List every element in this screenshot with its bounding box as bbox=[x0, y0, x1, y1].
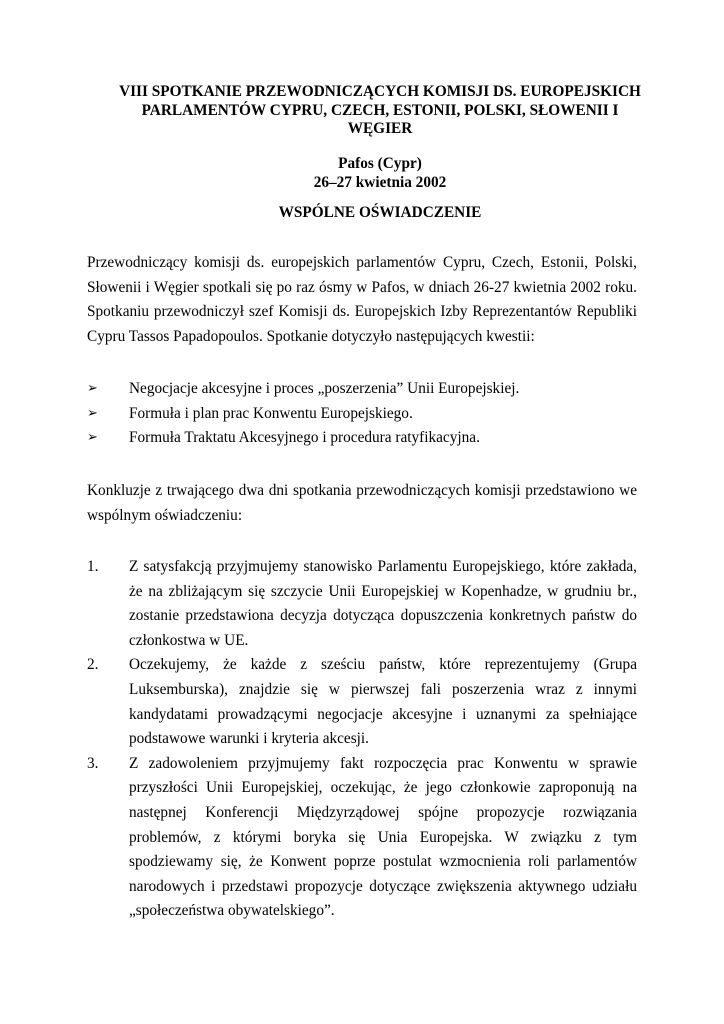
statement-text: Z zadowoleniem przyjmujemy fakt rozpoczęcia prac Konwentu w sprawie przyszłości Unii Europejskiej, oczekując, że jego członkowie zaproponują na następnej Konferencji Międzyrządowej spójne propozycje rozwiązania problemów, z którymi boryka się Unia Europejska. W związku z tym spodziewamy się, że Konwent poprze postulat wzmocnienia roli parlamentów narodowych i przedstawi propozycje dotyczące zwiększenia aktywnego udziału „społeczeństwa obywatelskiego”. bbox=[129, 754, 637, 920]
arrow-bullet-icon: ➢ bbox=[87, 430, 98, 446]
arrow-bullet-icon: ➢ bbox=[87, 381, 98, 396]
list-item bbox=[87, 402, 637, 427]
statement-number: 3. bbox=[87, 754, 99, 772]
statement-number: 2. bbox=[87, 656, 99, 674]
statement-number: 1. bbox=[87, 558, 99, 575]
document-title: VIII SPOTKANIE PRZEWODNICZĄCYCH KOMISJI DS. EUROPEJSKICH PARLAMENTÓW CYPRU, CZECH, ESTONII, POLSKI, SŁOWENII I WĘGIER bbox=[119, 83, 641, 137]
meeting-location-date bbox=[110, 155, 650, 192]
topic-list bbox=[87, 377, 637, 451]
conclusion-paragraph: Konkluzje z trwającego dwa dni spotkania przewodniczących komisji przedstawiono we wspólnym oświadczeniu: bbox=[87, 482, 637, 524]
list-item-text: Formuła i plan prac Konwentu Europejskiego. bbox=[129, 404, 413, 422]
section-heading: WSPÓLNE OŚWIADCZENIE bbox=[278, 204, 482, 221]
statement-item bbox=[87, 555, 637, 653]
list-item bbox=[87, 377, 637, 402]
statement-item bbox=[87, 752, 637, 924]
intro-paragraph: Przewodniczący komisji ds. europejskich parlamentów Cypru, Czech, Estonii, Polski, Słowenii i Węgier spotkali się po raz ósmy w Pafos, w dniach 26-27 kwietnia 2002 roku. Spotkaniu przewodniczył szef Komisji ds. Europejskich Izby Reprezentantów Republiki Cypru Tassos Papadopoulos. Spotkanie dotyczyło następujących kwestii: bbox=[87, 254, 637, 345]
list-item-text: Negocjacje akcesyjne i proces „poszerzenia” Unii Europejskiej. bbox=[129, 380, 520, 397]
statement-list bbox=[87, 555, 637, 924]
statement-text: Oczekujemy, że każde z sześciu państw, które reprezentujemy (Grupa Luksemburska), znajdzie się w pierwszej fali poszerzenia wraz z innymi kandydatami prowadzącymi negocjacje akcesyjne i uznanymi za spełniające podstawowe warunki i kryteria akcesji. bbox=[129, 656, 637, 748]
list-item-text: Formuła Traktatu Akcesyjnego i procedura ratyfikacyjna. bbox=[129, 429, 480, 447]
arrow-bullet-icon: ➢ bbox=[87, 405, 98, 421]
statement-text: Z satysfakcją przyjmujemy stanowisko Parlamentu Europejskiego, które zakłada, że na zbliżającym się szczycie Unii Europejskiej w Kopenhadze, w grudniu br., zostanie przedstawiona decyzja dotycząca dopuszczenia konkretnych państw do członkostwa w UE. bbox=[129, 558, 637, 649]
meeting-place: Pafos (Cypr) bbox=[338, 155, 422, 172]
list-item bbox=[87, 426, 637, 451]
statement-item bbox=[87, 653, 637, 751]
meeting-date: 26–27 kwietnia 2002 bbox=[313, 173, 447, 191]
